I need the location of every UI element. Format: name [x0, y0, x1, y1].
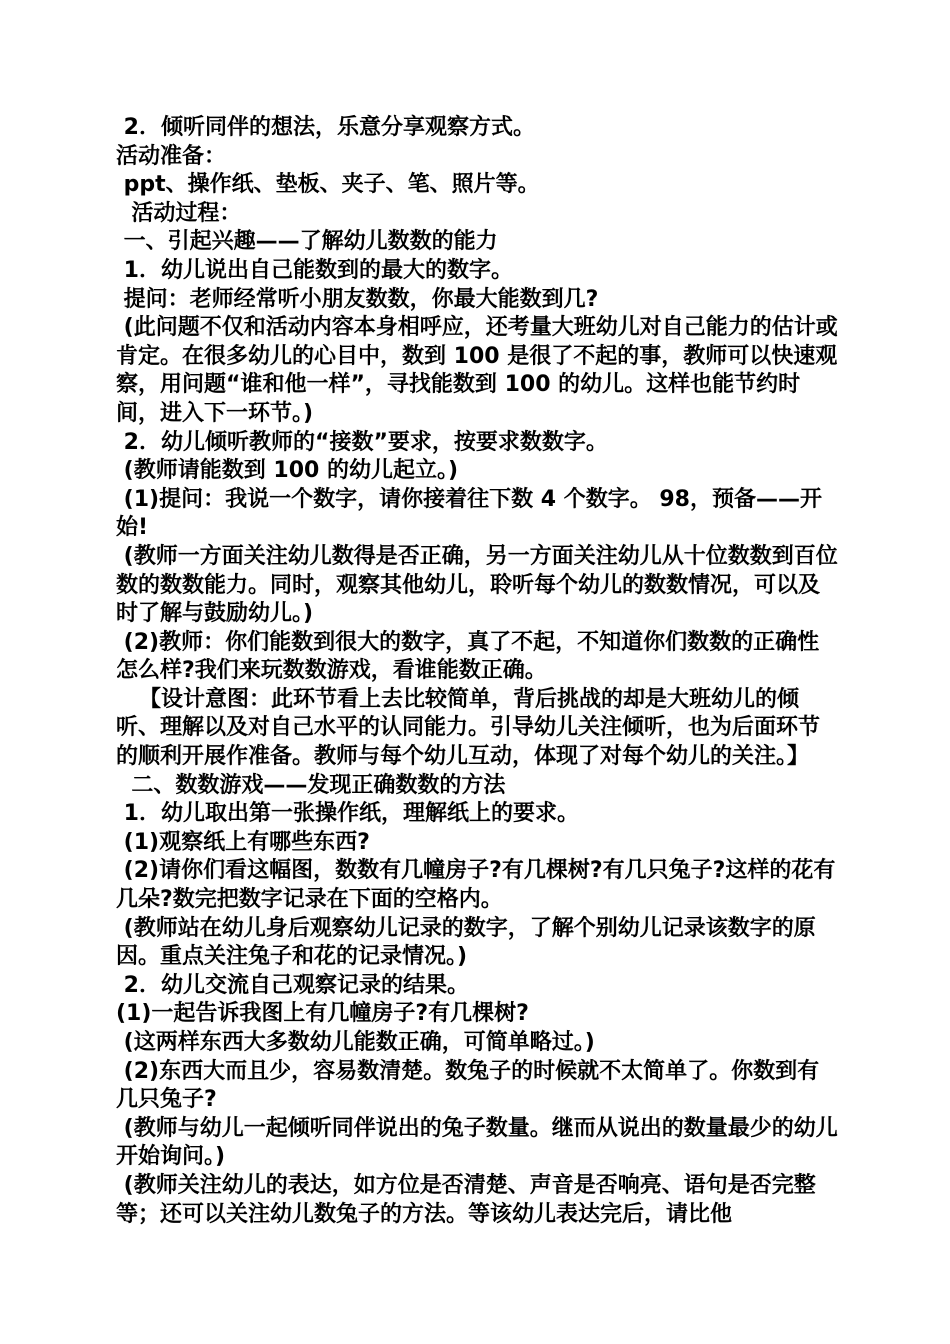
paragraph: (1)一起告诉我图上有几幢房子?有几棵树? — [116, 1001, 529, 1027]
section-heading: 活动过程： — [116, 200, 242, 226]
paragraph: 1．幼儿取出第一张操作纸，理解纸上的要求。 — [116, 801, 579, 827]
section-heading: 活动准备： — [116, 143, 227, 169]
paragraph: (2)教师：你们能数到很大的数字，真了不起，不知道你们数数的正确性怎么样?我们来玩数数游戏，看谁能数正确。 — [116, 629, 820, 684]
section-heading: 一、引起兴趣——了解幼儿数数的能力 — [116, 229, 498, 255]
paragraph: (这两样东西大多数幼儿能数正确，可简单略过。) — [116, 1030, 595, 1055]
paragraph: 2．倾听同伴的想法，乐意分享观察方式。 — [116, 115, 535, 140]
paragraph: 1．幼儿说出自己能数到的最大的数字。 — [116, 257, 513, 283]
paragraph: (1)提问：我说一个数字，请你接着往下数 4 个数字。 98，预备——开始! — [116, 486, 822, 541]
document-body — [116, 114, 838, 1229]
paragraph: (教师一方面关注幼儿数得是否正确，另一方面关注幼儿从十位数数到百位数的数数能力。同时，观察其他幼儿，聆听每个幼儿的数数情况，可以及时了解与鼓励幼儿。) — [116, 543, 838, 627]
paragraph: (1)观察纸上有哪些东西? — [116, 829, 370, 855]
paragraph: (2)东西大而且少，容易数清楚。数兔子的时候就不太简单了。你数到有几只兔子? — [116, 1058, 820, 1113]
paragraph: (教师关注幼儿的表达，如方位是否清楚、声音是否响亮、语句是否完整等；还可以关注幼儿数兔子的方法。等该幼儿表达完后，请比他 — [116, 1172, 816, 1227]
paragraph: 2．幼儿倾听教师的“接数”要求，按要求数数字。 — [116, 429, 608, 455]
paragraph: 2．幼儿交流自己观察记录的结果。 — [116, 972, 469, 998]
paragraph: (教师站在幼儿身后观察幼儿记录的数字，了解个别幼儿记录该数字的原因。重点关注兔子和花的记录情况。) — [116, 915, 816, 970]
design-intent-note: 【设计意图：此环节看上去比较简单，背后挑战的却是大班幼儿的倾听、理解以及对自己水平的认同能力。引导幼儿关注倾听，也为后面环节的顺利开展作准备。教师与每个幼儿互动，体现了对每个幼儿的关注。】 — [116, 686, 821, 770]
paragraph: 提问：老师经常听小朋友数数，你最大能数到几? — [116, 286, 599, 312]
paragraph: (此问题不仅和活动内容本身相呼应，还考量大班幼儿对自己能力的估计或肯定。在很多幼儿的心目中，数到 100 是很了不起的事，教师可以快速观察，用问题“谁和他一样”，寻找能数到 100 的幼儿。这样也能节约时间，进入下一环节。) — [116, 315, 838, 426]
paragraph: (教师与幼儿一起倾听同伴说出的兔子数量。继而从说出的数量最少的幼儿开始询问。) — [116, 1115, 838, 1170]
paragraph: (教师请能数到 100 的幼儿起立。) — [116, 458, 459, 484]
section-heading: 二、数数游戏——发现正确数数的方法 — [116, 772, 506, 798]
paragraph: ppt、操作纸、垫板、夹子、笔、照片等。 — [116, 172, 540, 198]
paragraph: (2)请你们看这幅图，数数有几幢房子?有几棵树?有几只兔子?这样的花有几朵?数完把数字记录在下面的空格内。 — [116, 858, 836, 913]
